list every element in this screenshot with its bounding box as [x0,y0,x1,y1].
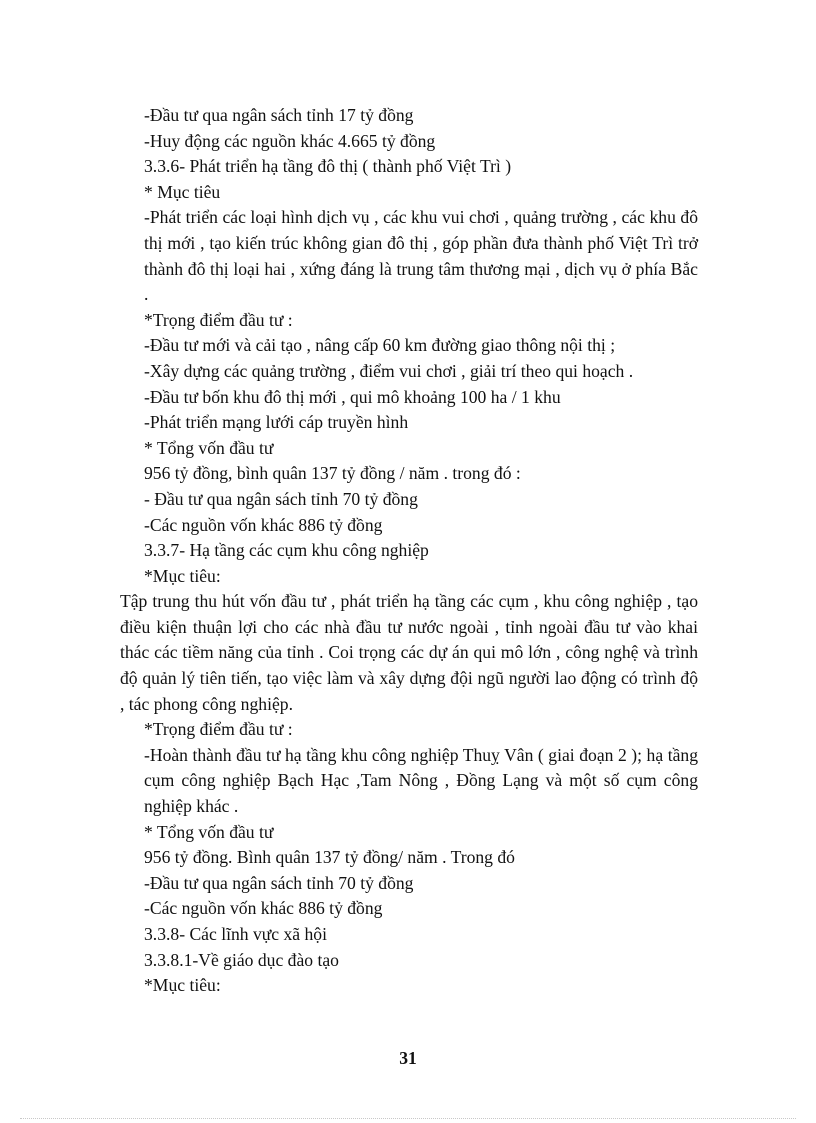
subheading: *Mục tiêu: [144,565,221,586]
subheading: * Tổng vốn đầu tư [144,437,274,458]
text-line: - Đầu tư qua ngân sách tỉnh 70 tỷ đồng [144,488,418,509]
text-line: 956 tỷ đồng, bình quân 137 tỷ đồng / năm . trong đó : [144,463,521,484]
text-line: -Xây dựng các quảng trường , điểm vui chơi , giải trí theo qui hoạch . [144,360,634,381]
text-line: -Đầu tư mới và cải tạo , nâng cấp 60 km đường giao thông nội thị ; [144,335,616,356]
subheading: * Tổng vốn đầu tư [144,821,274,842]
section-heading: 3.3.7- Hạ tầng các cụm khu công nghiệp [144,540,429,561]
text-line: -Đầu tư bốn khu đô thị mới , qui mô khoảng 100 ha / 1 khu [144,386,561,407]
subheading: *Trọng điểm đầu tư : [144,309,293,330]
section-heading: 3.3.8.1-Về giáo dục đào tạo [144,949,339,970]
subheading: *Trọng điểm đầu tư : [144,719,293,740]
subheading: * Mục tiêu [144,181,221,202]
text-line: -Phát triển mạng lưới cáp truyền hình [144,412,409,433]
text-line: -Các nguồn vốn khác 886 tỷ đồng [144,514,383,535]
paragraph: -Hoàn thành đầu tư hạ tầng khu công nghiệp Thuỵ Vân ( giai đoạn 2 ); hạ tầng cụm công nghiệp Bạch Hạc ,Tam Nông , Đồng Lạng và một số cụm công nghiệp khác . [144,744,698,817]
text-line: -Đầu tư qua ngân sách tỉnh 70 tỷ đồng [144,872,414,893]
text-line: 956 tỷ đồng. Bình quân 137 tỷ đồng/ năm . Trong đó [144,847,515,868]
paragraph: Tập trung thu hút vốn đầu tư , phát triển hạ tầng các cụm , khu công nghiệp , tạo điều kiện thuận lợi cho các nhà đầu tư nước ngoài , tỉnh ngoài đầu tư vào khai thác các tiềm năng của tỉnh . Coi trọng các dự án qui mô lớn , công nghệ và trình độ quản lý tiên tiến, tạo việc làm và xây dựng đội ngũ người lao động có trình độ , tác phong công nghiệp. [120,591,698,714]
text-line: -Huy động các nguồn khác 4.665 tỷ đồng [144,130,436,151]
page-number: 31 [399,1048,417,1068]
section-heading: 3.3.6- Phát triển hạ tầng đô thị ( thành phố Việt Trì ) [144,156,512,177]
document-body [120,103,698,999]
bottom-divider [20,1118,796,1119]
subheading: *Mục tiêu: [144,975,221,996]
paragraph: -Phát triển các loại hình dịch vụ , các khu vui chơi , quảng trường , các khu đô thị mới , tạo kiến trúc không gian đô thị , góp phần đưa thành phố Việt Trì trở thành đô thị loại hai , xứng đáng là trung tâm thương mại , dịch vụ ở phía Bắc . [144,207,698,305]
text-line: -Các nguồn vốn khác 886 tỷ đồng [144,898,383,919]
text-line: -Đầu tư qua ngân sách tỉnh 17 tỷ đồng [144,105,414,125]
section-heading: 3.3.8- Các lĩnh vực xã hội [144,924,327,944]
